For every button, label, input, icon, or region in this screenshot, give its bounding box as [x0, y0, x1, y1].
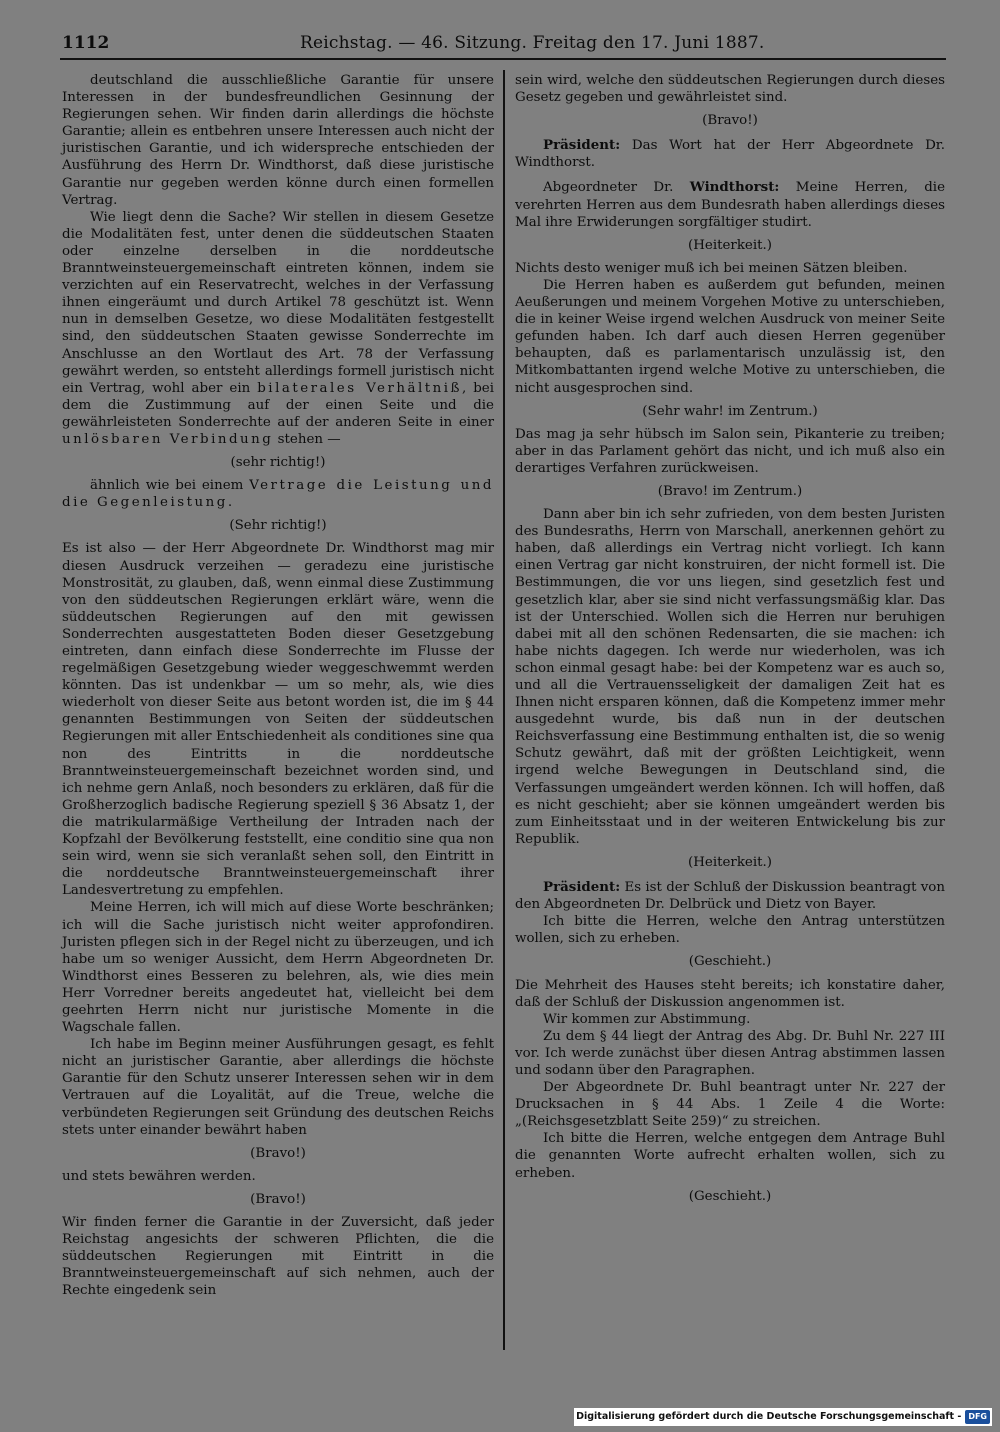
text-run: Die Herren haben es außerdem gut befunden, meinen Aeußerungen und meinem Vorgehen Motive zu unterschieben, die in keiner Weise irgend welchen Ausdruck von meiner Seite gefunden haben. Ich darf auch diesen Herren gegenüber behaupten, daß es parlamentarisch unzulässig ist, den Mitkombattanten irgend welche Motive zu unterschieben, die nicht ausgesprochen sind. [515, 277, 945, 396]
text-run: Das mag ja sehr hübsch im Salon sein, Pikanterie zu treiben; aber in das Parlament gehört das nicht, und ich muß also ein derartiges Verfahren zurückweisen. [515, 426, 945, 476]
text-run: und stets bewähren werden. [62, 1168, 256, 1184]
interjection [515, 403, 945, 420]
paragraph [515, 277, 945, 397]
text-run: Ich bitte die Herren, welche den Antrag unterstützen wollen, sich zu erheben. [515, 914, 945, 947]
paragraph [515, 977, 945, 1011]
paragraph [515, 179, 945, 230]
text-run: Nichts desto weniger muß ich bei meinen Sätzen bleiben. [515, 260, 908, 276]
left-column [62, 72, 494, 1299]
text-run: Es ist also — der Herr Abgeordnete Dr. Windthorst mag mir diesen Ausdruck verzeihen — geradezu eine juristische Monstrosität, zu glauben, daß, wenn einmal diese Zustimmung von den süddeutschen Regierungen erklärt wäre, wenn die süddeutschen Regierungen auf den mit gewissen Sonderrechten ausgestatteten Boden dieser Gesetzgebung eintreten, dann einfach diese Sonderrechte im Flusse der regelmäßigen Gesetzgebung wieder weggeschwemmt werden könnten. Das ist undenkbar — um so mehr, als, wie dies wiederholt von dieser Seite aus betont worden ist, die im § 44 genannten Bestimmungen von Seiten der süddeutschen Regierungen mit aller Entschiedenheit als conditiones sine qua non des Eintritts in die norddeutsche Branntweinsteuergemeinschaft bezeichnet worden sind, und ich nehme gern Anlaß, noch besonders zu erklären, daß für die Großherzoglich badische Regierung speziell § 36 Absatz 1, der die matrikularmäßige Vertheilung der Intraden nach der Kopfzahl der Bevölkerung feststellt, eine conditio sine qua non sein wird, wenn sie sich veranlaßt sehen soll, den Eintritt in die norddeutsche Branntweinsteuergemeinschaft ihrer Landesvertretung zu empfehlen. [62, 541, 494, 899]
interjection [515, 1188, 945, 1205]
text-run: sein wird, welche den süddeutschen Regierungen durch dieses Gesetz gegeben und gewährleistet sind. [515, 73, 945, 106]
paragraph [62, 209, 494, 448]
text-run: Meine Herren, ich will mich auf diese Worte beschränken; ich will die Sache juristisch nicht weiter approfondiren. Juristen pflegen sich in der Regel nicht zu überzeugen, und ich habe um so weniger Aussicht, dem Herrn Abgeordneten Dr. Windthorst eines Besseren zu belehren, als, wie dies mein Herr Vorredner bereits angedeutet hat, vielleicht bei dem geehrten Herrn nicht nur juristische Momente in die Wagschale fallen. [62, 900, 494, 1036]
interjection [515, 112, 945, 129]
text-run: (Sehr wahr! im Zentrum.) [642, 403, 818, 419]
text-run: (Bravo! im Zentrum.) [657, 483, 803, 499]
text-run: Zu dem § 44 liegt der Antrag des Abg. Dr. Buhl Nr. 227 III vor. Ich werde zunächst über diesen Antrag abstimmen lassen und sodann über den Paragraphen. [515, 1028, 945, 1078]
header-rule [60, 58, 946, 60]
dfg-logo: DFG [965, 1410, 990, 1424]
text-run: (Bravo!) [702, 113, 758, 129]
text-run: Wie liegt denn die Sache? Wir stellen in diesem Gesetze die Modalitäten fest, unter denen die süddeutschen Staaten oder einzelne derselben in die norddeutsche Branntweinsteuergemeinschaft eintreten können, indem sie verzichten auf ein Reservatrecht, welches in der Verfassung ihnen eingeräumt und durch Artikel 78 geschützt ist. Wenn nun in demselben Gesetze, wo diese Modalitäten festgestellt sind, den süddeutschen Staaten gewisse Sonderrechte im Anschlusse an den Wortlaut des Art. 78 der Verfassung gewährt werden, so entsteht allerdings formell juristisch nicht ein Vertrag, wohl aber ein [62, 209, 494, 396]
interjection [62, 454, 494, 471]
text-run: deutschland die ausschließliche Garantie für unsere Interessen in der bundesfreundlichen Gesinnung der Regierungen sehen. Wir finden darin allerdings die höchste Garantie; allein es entbehren unsere Interessen auch nicht der juristischen Garantie, und ich widerspreche entschieden der Ausführung des Herrn Dr. Windthorst, daß diese juristische Garantie nur gegeben werden könne durch einen formellen Vertrag. [62, 73, 494, 208]
paragraph [515, 1079, 945, 1130]
paragraph [515, 137, 945, 171]
speaker-name: Präsident: [543, 879, 621, 896]
emphasized-text: Vertrage die Leistung und die Gegenleistung. [62, 478, 494, 511]
paragraph [515, 1011, 945, 1028]
paragraph [62, 1168, 494, 1185]
paragraph [515, 72, 945, 106]
text-run: (Bravo!) [250, 1191, 306, 1207]
paragraph [515, 1130, 945, 1181]
interjection [62, 517, 494, 534]
page-number: 1112 [62, 33, 110, 53]
text-run: Es ist der Schluß der Diskussion beantragt von den Abgeordneten Dr. Delbrück und Dietz von Bayer. [515, 880, 945, 913]
text-run: Der Abgeordnete Dr. Buhl beantragt unter Nr. 227 der Drucksachen in § 44 Abs. 1 Zeile 4 die Worte: „(Reichsgesetzblatt Seite 259)“ zu streichen. [515, 1080, 945, 1130]
paragraph [62, 899, 494, 1036]
speaker-name: Windthorst: [689, 179, 780, 196]
interjection [62, 1191, 494, 1208]
speaker-name: Präsident: [543, 137, 621, 154]
paragraph [515, 879, 945, 913]
digitization-credit [574, 1408, 992, 1426]
text-run: (Geschieht.) [688, 954, 772, 970]
text-run: (sehr richtig!) [230, 455, 326, 471]
paragraph [515, 1028, 945, 1079]
interjection [515, 953, 945, 970]
text-run: Abgeordneter Dr. [543, 180, 690, 196]
text-run: (Heiterkeit.) [688, 854, 772, 870]
paragraph [62, 477, 494, 511]
text-run: stehen — [277, 431, 341, 447]
text-run: Ich habe im Beginn meiner Ausführungen gesagt, es fehlt nicht an juristischer Garantie, aber allerdings die höchste Garantie für den Schutz unserer Interessen sehen wir in dem Vertrauen auf die Loyalität, auf die Treue, welche die verbündeten Regierungen seit Gründung des deutschen Reichs stets unter einander bewährt haben [62, 1037, 494, 1138]
right-column [515, 72, 945, 1211]
paragraph [62, 72, 494, 209]
page-header [60, 30, 946, 56]
paragraph [62, 1214, 494, 1299]
text-run: , bei dem die Zustimmung auf der einen Seite und die gewährleisteten Sonderrechte auf der anderen Seite in einer [62, 380, 494, 430]
paragraph [515, 260, 945, 277]
interjection [515, 483, 945, 500]
paragraph [62, 1036, 494, 1139]
text-run: Wir kommen zur Abstimmung. [543, 1011, 751, 1027]
text-run: ähnlich wie bei einem [90, 478, 244, 494]
text-run: (Bravo!) [250, 1145, 306, 1161]
paragraph [515, 506, 945, 848]
text-run: Die Mehrheit des Hauses steht bereits; ich konstatire daher, daß der Schluß der Diskussion angenommen ist. [515, 977, 945, 1010]
text-run: Meine Herren, die verehrten Herren aus dem Bundesrath haben allerdings dieses Mal ihre Erwiderungen sorgfältiger studirt. [515, 180, 945, 230]
text-run: Das Wort hat der Herr Abgeordnete Dr. Windthorst. [515, 138, 945, 171]
paragraph [515, 426, 945, 477]
emphasized-text: unlösbaren Verbindung [62, 431, 274, 447]
text-run: Dann aber bin ich sehr zufrieden, von dem besten Juristen des Bundesraths, Herrn von Marschall, anerkennen gehört zu haben, daß allerdings ein Vertrag nicht vorliegt. Ich kann einen Vertrag gar nicht konstruiren, der nicht formell ist. Die Bestimmungen, die vor uns liegen, sind gesetzlich fest und gesetzlich klar, aber sie sind nicht verfassungsmäßig klar. Das ist der Unterschied. Wollen sich die Herren nur beruhigen dabei mit all den schönen Redensarten, die sie machen: ich habe nichts dagegen. Ich werde nur wiederholen, was ich schon einmal gesagt habe: bei der Kompetenz war es auch so, und all die Vertrauensseligkeit der damaligen Zeit hat es Ihnen nicht ersparen können, daß die Kompetenz immer mehr ausgedehnt wurde, bis daß nun in der deutschen Reichsverfassung eine Bestimmung enthalten ist, die so wenig Schutz gewährt, daß mit der größten Leichtigkeit, wenn irgend welche Bewegungen in Deutschland sind, die Verfassungen umgeändert werden können. Ich will hoffen, daß es nicht geschieht; aber sie können umgeändert werden bis zum Einheitsstaat und in der weiteren Entwickelung bis zur Republik. [515, 507, 945, 847]
interjection [515, 854, 945, 871]
text-run: Wir finden ferner die Garantie in der Zuversicht, daß jeder Reichstag angesichts der schweren Pflichten, die die süddeutschen Regierungen mit Eintritt in die Branntweinsteuergemeinschaft auf sich nehmen, auch der Rechte eingedenk sein [62, 1215, 494, 1299]
text-run: (Heiterkeit.) [688, 237, 772, 253]
running-head: Reichstag. — 46. Sitzung. Freitag den 17. Juni 1887. [300, 33, 765, 53]
emphasized-text: bilaterales Verhältniß [257, 380, 462, 396]
paragraph [515, 913, 945, 947]
text-run: (Sehr richtig!) [229, 518, 327, 534]
interjection [515, 237, 945, 254]
column-divider [503, 70, 505, 1350]
credit-text: Digitalisierung gefördert durch die Deutsche Forschungsgemeinschaft - [576, 1411, 962, 1422]
interjection [62, 1145, 494, 1162]
text-run: (Geschieht.) [688, 1188, 772, 1204]
text-run: Ich bitte die Herren, welche entgegen dem Antrage Buhl die genannten Worte aufrecht erhalten wollen, sich zu erheben. [515, 1131, 945, 1181]
paragraph [62, 540, 494, 899]
